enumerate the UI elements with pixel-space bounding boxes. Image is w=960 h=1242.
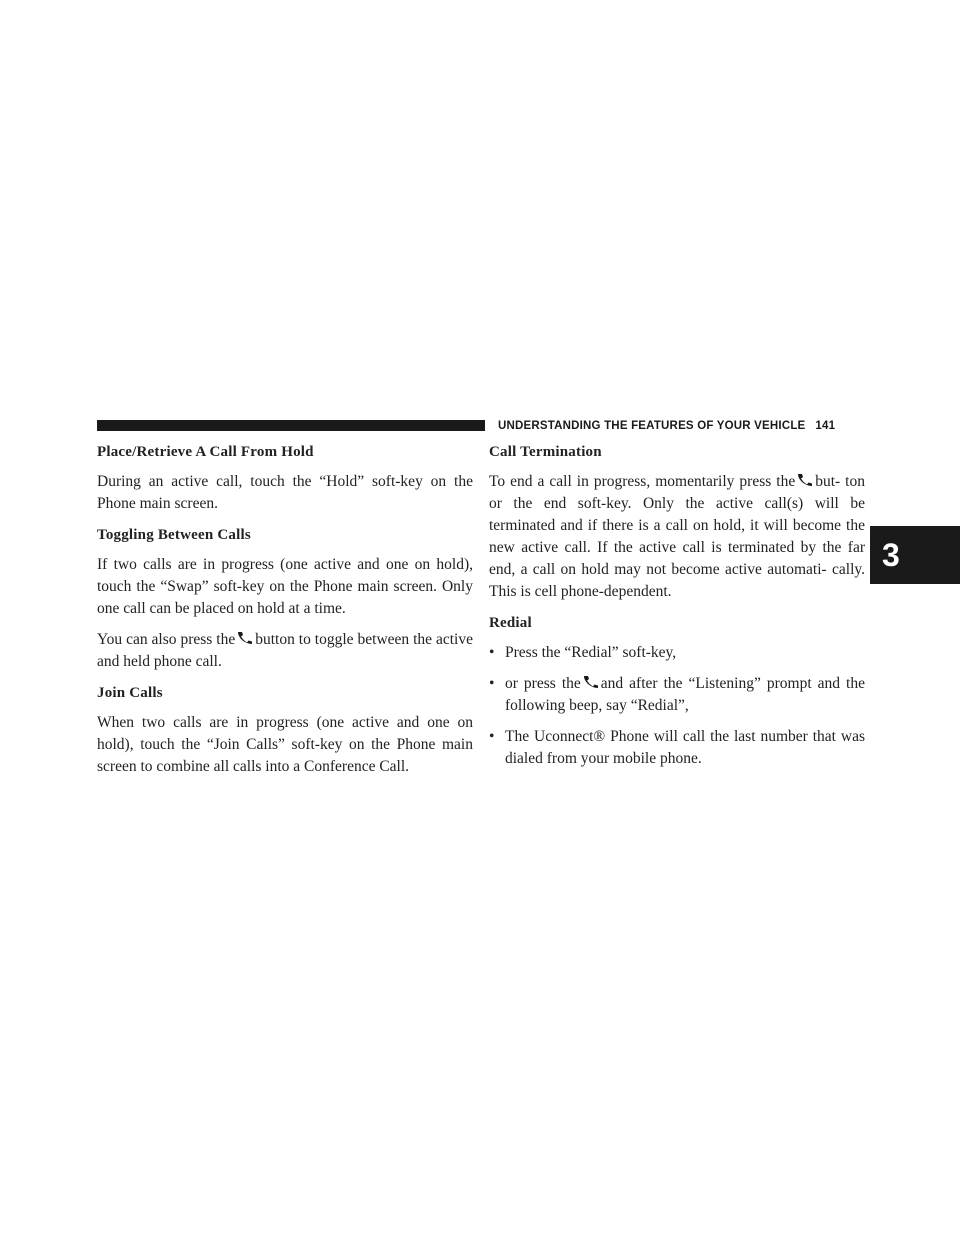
running-header [498, 419, 835, 433]
paragraph-toggling-1: If two calls are in progress (one active and one on hold), touch the “Swap” soft-key on the Phone main screen. Only one call can be placed on hold at a time. [97, 556, 473, 617]
phone-icon [236, 631, 254, 645]
page-number: 141 [815, 420, 836, 432]
right-column [489, 441, 865, 779]
phone-icon [582, 675, 600, 689]
section-title-termination: Call Termination [489, 444, 602, 460]
redial-list [489, 642, 865, 770]
phone-icon [796, 473, 814, 487]
section-title-redial: Redial [489, 615, 532, 631]
header-title: UNDERSTANDING THE FEATURES OF YOUR VEHICLE [498, 420, 806, 432]
list-item: • Press the “Redial” soft-key, [489, 644, 677, 661]
paragraph-join: When two calls are in progress (one active and one on hold), touch the “Join Calls” soft-key on the Phone main screen to combine all calls into a Conference Call. [97, 714, 473, 775]
paragraph-termination: To end a call in progress, momentarily press the but- ton or the end soft-key. Only the active call(s) will be terminated and if there is a call on hold, it will become the new active call. If the active call is terminated by the far end, a call on hold may not become active automati- cally. This is cell phone-dependent. [489, 473, 865, 600]
section-title-toggling: Toggling Between Calls [97, 527, 251, 543]
paragraph-toggling-2: You can also press the button to toggle between the active and held phone call. [97, 631, 473, 670]
paragraph-hold: During an active call, touch the “Hold” soft-key on the Phone main screen. [97, 473, 473, 512]
header-rule [97, 420, 485, 431]
chapter-tab: 3 [870, 526, 960, 584]
list-item: • or press the and after the “Listening” prompt and the following beep, say “Redial”, [489, 675, 865, 714]
list-item: • The Uconnect® Phone will call the last number that was dialed from your mobile phone. [489, 728, 865, 767]
section-title-join: Join Calls [97, 685, 163, 701]
left-column [97, 441, 473, 787]
section-title-hold: Place/Retrieve A Call From Hold [97, 444, 314, 460]
